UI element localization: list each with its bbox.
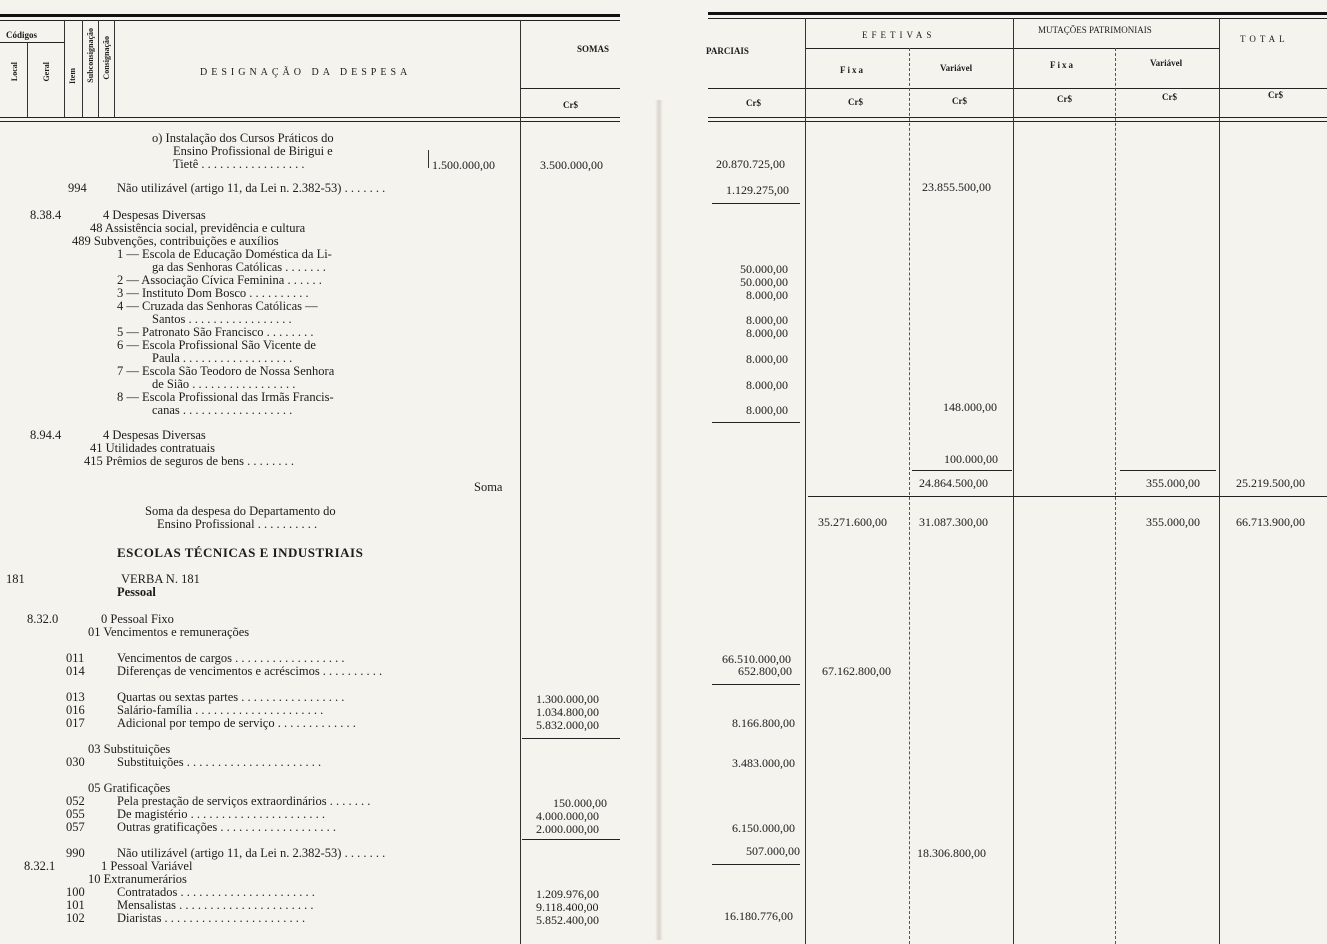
row-text: 3 — Instituto Dom Bosco . . . . . . . . . . xyxy=(117,286,309,300)
row-text: 4 Despesas Diversas xyxy=(103,208,206,222)
fixa-value: 67.162.800,00 xyxy=(822,664,891,678)
currency-header: Cr$ xyxy=(952,96,967,106)
parcial-value: 1.129.275,00 xyxy=(726,183,789,197)
row-text: 48 Assistência social, previdência e cultura xyxy=(90,221,306,235)
row-text: 0 Pessoal Fixo xyxy=(101,612,174,626)
row-text: De magistério . . . . . . . . . . . . . . . . . . . . . . xyxy=(117,807,325,821)
row-text: 7 — Escola São Teodoro de Nossa Senhora xyxy=(117,364,335,378)
subtotal-rule xyxy=(912,470,1012,471)
row-text: 4 — Cruzada das Senhoras Católicas — xyxy=(117,299,318,313)
item-header: Item xyxy=(68,68,77,84)
designacao-header: DESIGNAÇÃO DA DESPESA xyxy=(200,67,412,78)
row-code: 057 xyxy=(66,820,85,834)
parcial-value: 8.000,00 xyxy=(746,326,788,340)
row-code: 102 xyxy=(66,911,85,925)
fixa-header: Fixa xyxy=(1050,60,1075,70)
row-code: 011 xyxy=(66,651,85,665)
row-text: 1 Pessoal Variável xyxy=(101,859,193,873)
subtotal-rule xyxy=(712,203,800,204)
top-rule xyxy=(0,14,620,17)
header-bottom-rule-2 xyxy=(708,121,1327,122)
parcial-value: 652.800,00 xyxy=(738,664,792,678)
value: 1.209.976,00 xyxy=(536,887,599,901)
currency-header: Cr$ xyxy=(1268,90,1283,100)
total-header: TOTAL xyxy=(1240,34,1289,44)
row-text: Santos . . . . . . . . . . . . . . . . . xyxy=(152,312,292,326)
value: 5.832.000,00 xyxy=(536,718,599,732)
parcial-value: 8.000,00 xyxy=(746,288,788,302)
variavel-header: Variável xyxy=(1150,58,1183,68)
value: 4.000.000,00 xyxy=(536,809,599,823)
mutacao-value: 355.000,00 xyxy=(1146,515,1200,529)
row-code: 994 xyxy=(68,181,87,195)
currency-header: Cr$ xyxy=(848,97,863,107)
col-sep xyxy=(1013,18,1014,944)
col-sep xyxy=(114,20,115,117)
variavel-value: 23.855.500,00 xyxy=(922,180,991,194)
variavel-value: 31.087.300,00 xyxy=(919,515,988,529)
codigos-header: Códigos xyxy=(6,30,38,40)
row-code: 8.94.4 xyxy=(30,428,62,442)
mutacoes-header: MUTAÇÕES PATRIMONIAIS xyxy=(1038,25,1152,35)
row-text: 03 Substituições xyxy=(88,742,171,756)
parcial-value: 20.870.725,00 xyxy=(716,157,785,171)
row-text: Contratados . . . . . . . . . . . . . . . . . . . . . . xyxy=(117,885,315,899)
efetivas-header: EFETIVAS xyxy=(862,30,936,40)
currency-header: Cr$ xyxy=(563,100,578,110)
parcial-value: 507.000,00 xyxy=(746,844,800,858)
total-value: 25.219.500,00 xyxy=(1236,476,1305,490)
somas-col-sep xyxy=(520,20,521,944)
parcial-value: 50.000,00 xyxy=(740,275,788,289)
header-bottom-rule xyxy=(708,117,1327,118)
row-code: 016 xyxy=(66,703,85,717)
row-text: 2 — Associação Cívica Feminina . . . . . . xyxy=(117,273,322,287)
row-text: de Sião . . . . . . . . . . . . . . . . . xyxy=(152,377,296,391)
currency-rule xyxy=(708,88,1327,89)
somas-rule xyxy=(520,88,620,89)
parcial-value: 8.000,00 xyxy=(746,403,788,417)
row-text: 01 Vencimentos e remunerações xyxy=(88,625,250,639)
parcial-value: 8.000,00 xyxy=(746,378,788,392)
row-text: Ensino Profissional de Birigui e xyxy=(173,144,333,158)
row-text: Não utilizável (artigo 11, da Lei n. 2.382-53) . . . . . . . xyxy=(117,846,386,860)
col-sep xyxy=(1219,18,1220,944)
efetivas-rule xyxy=(805,48,1015,49)
subconsignacao-header: Subconsignação xyxy=(86,28,95,83)
parcial-value: 50.000,00 xyxy=(740,262,788,276)
col-sep xyxy=(64,20,65,117)
header-bottom-rule xyxy=(0,117,620,118)
row-text: canas . . . . . . . . . . . . . . . . . . xyxy=(152,403,293,417)
row-text: 5 — Patronato São Francisco . . . . . . . . xyxy=(117,325,314,339)
left-page xyxy=(0,0,625,944)
row-code: 055 xyxy=(66,807,85,821)
parcial-value: 66.510.000,00 xyxy=(722,652,791,666)
fixa-value: 35.271.600,00 xyxy=(818,515,887,529)
soma-rule xyxy=(808,496,1327,497)
row-text: Soma da despesa do Departamento do xyxy=(145,504,336,518)
row-code: 030 xyxy=(66,755,85,769)
row-text: Pessoal xyxy=(117,585,156,599)
subtotal-rule xyxy=(712,684,800,685)
consignacao-header: Consignação xyxy=(102,36,111,80)
subtotal-rule xyxy=(712,422,800,423)
variavel-value: 100.000,00 xyxy=(944,452,998,466)
row-text: Quartas ou sextas partes . . . . . . . . . . . . . . . . . xyxy=(117,690,345,704)
value: 150.000,00 xyxy=(553,796,607,810)
row-text: Diferenças de vencimentos e acréscimos . . . . . . . . . . xyxy=(117,664,383,678)
row-code: 181 xyxy=(6,572,25,586)
top-rule-thin xyxy=(708,18,1327,19)
mutacao-value: 355.000,00 xyxy=(1146,476,1200,490)
value: 9.118.400,00 xyxy=(536,900,599,914)
row-text: Outras gratificações . . . . . . . . . . . . . . . . . . . xyxy=(117,820,337,834)
row-text: 1 — Escola de Educação Doméstica da Li- xyxy=(117,247,332,261)
somas-header: SOMAS xyxy=(577,44,610,54)
value: 5.852.400,00 xyxy=(536,913,599,927)
variavel-header: Variável xyxy=(940,63,973,73)
value: 1.500.000,00 xyxy=(432,158,495,172)
variavel-value: 148.000,00 xyxy=(943,400,997,414)
section-title: ESCOLAS TÉCNICAS E INDUSTRIAIS xyxy=(117,545,364,560)
row-text: Não utilizável (artigo 11, da Lei n. 2.382-53) . . . . . . . xyxy=(117,181,386,195)
soma-label: Soma xyxy=(474,480,503,494)
fixa-header: Fixa xyxy=(840,65,865,75)
row-code: 014 xyxy=(66,664,85,678)
parcial-value: 3.483.000,00 xyxy=(732,756,795,770)
row-text: ga das Senhoras Católicas . . . . . . . xyxy=(152,260,326,274)
parcial-value: 6.150.000,00 xyxy=(732,821,795,835)
row-text: 4 Despesas Diversas xyxy=(103,428,206,442)
row-text: Substituições . . . . . . . . . . . . . . . . . . . . . . xyxy=(117,755,322,769)
subtotal-rule xyxy=(712,864,800,865)
col-sep xyxy=(98,20,99,117)
row-text: 41 Utilidades contratuais xyxy=(90,441,215,455)
row-text: Tietê . . . . . . . . . . . . . . . . . xyxy=(173,157,305,171)
codigos-rule xyxy=(0,42,64,43)
value: 3.500.000,00 xyxy=(540,158,603,172)
sep xyxy=(428,150,429,168)
parcial-value: 8.000,00 xyxy=(746,313,788,327)
row-text: 6 — Escola Profissional São Vicente de xyxy=(117,338,316,352)
parcial-value: 16.180.776,00 xyxy=(724,909,793,923)
row-text: Adicional por tempo de serviço . . . . . . . . . . . . . xyxy=(117,716,356,730)
row-code: 990 xyxy=(66,846,85,860)
row-text: Ensino Profissional . . . . . . . . . . xyxy=(157,517,318,531)
row-code: 013 xyxy=(66,690,85,704)
mutacoes-rule xyxy=(1013,48,1219,49)
total-value: 66.713.900,00 xyxy=(1236,515,1305,529)
row-code: 8.32.1 xyxy=(24,859,56,873)
col-sep xyxy=(805,18,806,944)
subtotal-rule xyxy=(522,738,620,739)
currency-header: Cr$ xyxy=(746,98,761,108)
row-code: 052 xyxy=(66,794,85,808)
row-text: Paula . . . . . . . . . . . . . . . . . . xyxy=(152,351,293,365)
row-code: 017 xyxy=(66,716,85,730)
geral-header: Geral xyxy=(42,62,51,82)
row-text: Vencimentos de cargos . . . . . . . . . . . . . . . . . . xyxy=(117,651,345,665)
variavel-value: 18.306.800,00 xyxy=(917,846,986,860)
row-text: 10 Extranumerários xyxy=(88,872,187,886)
value: 2.000.000,00 xyxy=(536,822,599,836)
variavel-value: 24.864.500,00 xyxy=(919,476,988,490)
row-code: 100 xyxy=(66,885,85,899)
local-header: Local xyxy=(10,62,19,82)
row-code: 8.38.4 xyxy=(30,208,62,222)
top-rule xyxy=(708,12,1327,15)
top-rule-thin xyxy=(0,20,620,21)
row-text: 8 — Escola Profissional das Irmãs Francis- xyxy=(117,390,334,404)
subtotal-rule xyxy=(522,839,620,840)
header-bottom-rule-2 xyxy=(0,121,620,122)
row-text: 415 Prêmios de seguros de bens . . . . . . . . xyxy=(84,454,295,468)
row-text: Mensalistas . . . . . . . . . . . . . . . . . . . . . . xyxy=(117,898,314,912)
col-sep xyxy=(27,42,28,117)
row-text: Diaristas . . . . . . . . . . . . . . . . . . . . . . . xyxy=(117,911,306,925)
subtotal-rule xyxy=(1120,470,1216,471)
value: 1.034.800,00 xyxy=(536,705,599,719)
right-page xyxy=(700,0,1327,944)
parciais-header: PARCIAIS xyxy=(706,46,749,56)
row-code: 101 xyxy=(66,898,85,912)
col-sep xyxy=(82,20,83,117)
row-text: 489 Subvenções, contribuições e auxílios xyxy=(72,234,279,248)
row-text: o) Instalação dos Cursos Práticos do xyxy=(152,131,334,145)
row-text: 05 Gratificações xyxy=(88,781,171,795)
currency-header: Cr$ xyxy=(1057,94,1072,104)
row-text: Salário-família . . . . . . . . . . . . . . . . . . . . . xyxy=(117,703,324,717)
currency-header: Cr$ xyxy=(1162,92,1177,102)
row-text: Pela prestação de serviços extraordinários . . . . . . . xyxy=(117,794,371,808)
value: 1.300.000,00 xyxy=(536,692,599,706)
row-code: 8.32.0 xyxy=(27,612,59,626)
row-text: VERBA N. 181 xyxy=(121,572,200,586)
parcial-value: 8.166.800,00 xyxy=(732,716,795,730)
parcial-value: 8.000,00 xyxy=(746,352,788,366)
page-fold xyxy=(655,100,663,940)
